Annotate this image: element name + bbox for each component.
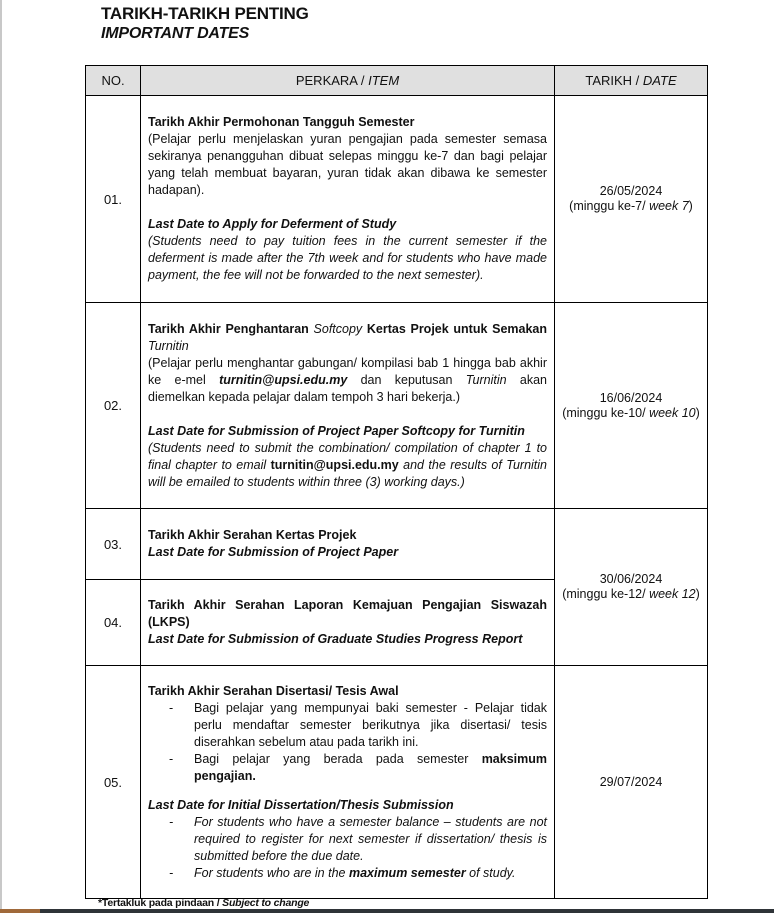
- row-date: [555, 303, 708, 509]
- table-row: [86, 666, 708, 899]
- week-close: ): [688, 199, 693, 213]
- row-number: 02.: [86, 303, 141, 509]
- week-en: week 7: [649, 199, 689, 213]
- bullet-list-en: [148, 814, 547, 882]
- item-desc-ms: (Pelajar perlu menjelaskan yuran pengajian pada semester semasa sekiranya penangguhan dibuat selepas minggu ke-7 dan bagi pelajar yang telah membuat bayaran, yuran tidak akan dibawa ke semester hadapan).: [148, 132, 547, 197]
- item-title-ms: Tarikh Akhir Permohonan Tangguh Semester: [148, 115, 415, 129]
- row-item: [141, 96, 555, 303]
- header-date-ms: TARIKH /: [585, 73, 643, 88]
- table-row: [86, 509, 708, 580]
- bullet-part-bold: maximum semester: [348, 865, 466, 880]
- row-item: [141, 509, 555, 580]
- bullet-part-bold: maksimum pengajian.: [194, 751, 547, 783]
- title-part: Tarikh Akhir Penghantaran: [148, 321, 314, 336]
- page-subtitle: IMPORTANT DATES: [101, 25, 250, 42]
- item-title-en: Last Date for Initial Dissertation/Thesis Submission: [148, 797, 454, 812]
- header-item: [141, 66, 555, 96]
- week-ms: (minggu ke-7/: [569, 199, 650, 213]
- item-desc-ms: [148, 355, 547, 406]
- header-item-ms: PERKARA /: [295, 73, 369, 88]
- header-item-en: ITEM: [368, 73, 400, 88]
- bullet-item: - For students who have a semester balance – students are not required to register for next semester if dissertation/ thesis is submitted before the due date.: [194, 814, 547, 865]
- turnitin-email-link[interactable]: turnitin@upsi.edu.my: [219, 372, 348, 387]
- row-date: [555, 509, 708, 666]
- item-title-en: Last Date for Submission of Project Paper: [148, 545, 399, 559]
- item-title-ms: Tarikh Akhir Serahan Laporan Kemajuan Pengajian Siswazah (LKPS): [148, 598, 547, 629]
- row-date: [555, 96, 708, 303]
- item-title-en: Last Date for Submission of Project Paper Softcopy for Turnitin: [148, 423, 525, 438]
- row-number: 04.: [86, 580, 141, 666]
- desc-part: and the results of Turnitin will be emailed to students within three (3) working days.): [148, 457, 548, 489]
- date-week: [556, 199, 706, 214]
- week-close: ): [695, 405, 700, 420]
- week-ms: (minggu ke-10/: [562, 405, 650, 420]
- page-left-edge: [0, 0, 2, 913]
- bullet-item: - Bagi pelajar yang mempunyai baki semester - Pelajar tidak perlu mendaftar semester berikutnya jika disertasi/ tesis diserahkan sebelum atau pada tarikh ini.: [194, 700, 547, 751]
- item-title-ms: Tarikh Akhir Serahan Kertas Projek: [148, 528, 357, 542]
- week-en: week 12: [649, 587, 696, 601]
- bullet-item: [194, 751, 547, 785]
- item-title-ms: [148, 321, 547, 355]
- item-desc-en: (Students need to pay tuition fees in the current semester if the deferment is made after the 7th week and for students who have made payment, the fee will not be forwarded to the next semester).: [148, 234, 547, 282]
- row-number: 05.: [86, 666, 141, 899]
- desc-part: akan diemelkan kepada pelajar dalam tempoh 3 hari bekerja.): [148, 372, 547, 404]
- table-header-row: [86, 66, 708, 96]
- row-item: [141, 580, 555, 666]
- title-part: Kertas Projek untuk Semakan: [362, 321, 548, 336]
- bottom-bar: [0, 909, 774, 913]
- page-title: TARIKH-TARIKH PENTING: [101, 4, 309, 23]
- date-value: 26/05/2024: [599, 184, 663, 198]
- table-row: [86, 303, 708, 509]
- bullet-item: [194, 865, 547, 882]
- title-part-softcopy: Softcopy: [313, 321, 363, 336]
- turnitin-email-link[interactable]: turnitin@upsi.edu.my: [270, 457, 399, 472]
- item-title-ms: Tarikh Akhir Serahan Disertasi/ Tesis Awal: [148, 683, 399, 698]
- item-title-en: Last Date for Submission of Graduate Studies Progress Report: [148, 632, 523, 646]
- bottom-bar-accent: [0, 909, 40, 913]
- bullet-list-ms: [148, 700, 547, 785]
- header-date-en: DATE: [642, 73, 677, 88]
- important-dates-table: [85, 65, 708, 899]
- date-week: [556, 406, 706, 421]
- week-ms: (minggu ke-12/: [562, 587, 650, 601]
- title-part-turnitin: Turnitin: [148, 338, 189, 353]
- date-value: 29/07/2024: [599, 774, 663, 789]
- table-row: [86, 96, 708, 303]
- date-value: 30/06/2024: [599, 572, 663, 586]
- bullet-part: Bagi pelajar yang berada pada semester: [194, 751, 482, 766]
- week-close: ): [695, 587, 700, 601]
- footnote-en: Subject to change: [222, 897, 310, 909]
- bullet-part: of study.: [465, 865, 516, 880]
- desc-part: (Pelajar perlu menghantar gabungan/ kompilasi bab 1 hingga bab akhir ke e-mel: [148, 355, 547, 387]
- footnote: [98, 897, 309, 909]
- row-number: 03.: [86, 509, 141, 580]
- desc-part: dan keputusan: [347, 372, 466, 387]
- desc-part-turnitin: Turnitin: [465, 372, 507, 387]
- header-date: [555, 66, 708, 96]
- date-week: [556, 587, 706, 602]
- row-item: [141, 303, 555, 509]
- desc-part: (Students need to submit the combination/ compilation of chapter 1 to final chapter to email: [148, 440, 547, 472]
- week-en: week 10: [649, 405, 696, 420]
- footnote-ms: *Tertakluk pada pindaan /: [98, 897, 223, 909]
- row-item: [141, 666, 555, 899]
- header-no: NO.: [86, 66, 141, 96]
- item-title-en: Last Date to Apply for Deferment of Study: [148, 217, 397, 231]
- row-number: 01.: [86, 96, 141, 303]
- bullet-part: For students who are in the: [194, 865, 349, 880]
- row-date: [555, 666, 708, 899]
- item-desc-en: [148, 440, 547, 491]
- date-value: 16/06/2024: [599, 390, 663, 405]
